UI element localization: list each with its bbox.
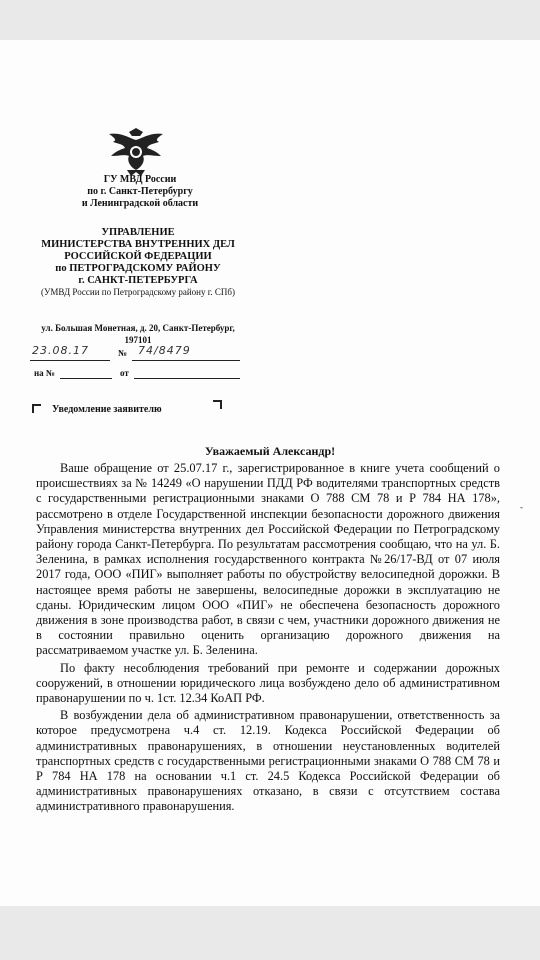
department-address: ул. Большая Монетная, д. 20, Санкт-Петербург, 197101 [41, 323, 235, 345]
on-number-line [60, 378, 112, 379]
from-label: от [120, 368, 129, 378]
dept-line: МИНИСТЕРСТВА ВНУТРЕННИХ ДЕЛ [41, 239, 235, 250]
double-headed-eagle-emblem-icon [105, 126, 167, 178]
number-sign: № [118, 348, 128, 358]
number-line [132, 360, 240, 361]
from-line [134, 378, 240, 379]
viewer-bottom-bar [0, 906, 540, 960]
department-header [28, 227, 248, 298]
org-line: ГУ МВД России [103, 174, 177, 185]
margin-mark: - [520, 502, 523, 512]
org-line: и Ленинградской области [81, 198, 199, 209]
dept-line: по ПЕТРОГРАДСКОМУ РАЙОНУ [55, 263, 221, 274]
letter-body [36, 461, 500, 817]
org-line: по г. Санкт-Петербургу [87, 186, 193, 197]
body-paragraph: По факту несоблюдения требований при ремонте и содержании дорожных сооружений, в отношении юридического лица возбуждено дело об административном правонарушении по ч. 1ст. 12.34 КоАП РФ. [36, 660, 500, 706]
ministry-header [60, 174, 220, 210]
dept-line: г. САНКТ-ПЕТЕРБУРГА [78, 275, 198, 286]
date-line [30, 360, 110, 361]
registration-block [30, 345, 260, 385]
address-corner-right [213, 400, 222, 409]
on-number-label: на № [34, 368, 55, 378]
address-corner-left [32, 404, 41, 413]
dept-line: РОССИЙСКОЙ ФЕДЕРАЦИИ [64, 251, 212, 262]
body-paragraph: В возбуждении дела об административном правонарушении, ответственность за которое предусмотрена ч.4 ст. 12.19. Кодекса Российской Федерации об административных правонарушениях, в отношении неустановленных водителей транспортных средств с государственными регистрационными знаками О 788 СМ 78 и Р 784 НА 178 на основании ч.1 ст. 24.5 Кодекса Российской Федерации об административных правонарушениях отказано, в связи с отсутствием состава административного правонарушения. [36, 708, 500, 814]
viewer-top-bar [0, 0, 540, 40]
greeting: Уважаемый Александр! [204, 444, 336, 458]
dept-abbreviation: (УМВД России по Петроградскому району г. СПб) [41, 287, 235, 297]
outgoing-number-handwritten: 74/8479 [138, 344, 191, 357]
dept-line: УПРАВЛЕНИЕ [101, 227, 175, 238]
body-paragraph: Ваше обращение от 25.07.17 г., зарегистрированное в книге учета сообщений о происшествиях за № 14249 «О нарушении ПДД РФ водителями транспортных средств с государственными регистрационными знаками О 788 СМ 78 и Р 784 НА 178», рассмотрено в отделе Государственной инспекции безопасности дорожного движения Управления министерства внутренних дел Российской Федерации по Петроградскому району города Санкт-Петербурга. По результатам рассмотрения сообщаю, что на ул. Б. Зеленина, в рамках исполнения государственного контракта №26/17-ВД от 07 июля 2017 года, ООО «ПИГ» выполняет работы по обустройству велосипедной дорожки. В настоящее время работы не завершены, велосипедные дорожки в эксплуатацию не сданы. Юридическим лицом ООО «ПИГ» не обеспечена безопасность дорожного движения в зоне производства работ, в связи с чем, участники дорожного движения не в состоянии правильно оценить организацию дорожного движения на рассматриваемом участке ул. Б. Зеленина. [36, 461, 500, 658]
outgoing-date-handwritten: 23.08.17 [32, 344, 89, 357]
notice-title: Уведомление заявителю [52, 404, 162, 415]
